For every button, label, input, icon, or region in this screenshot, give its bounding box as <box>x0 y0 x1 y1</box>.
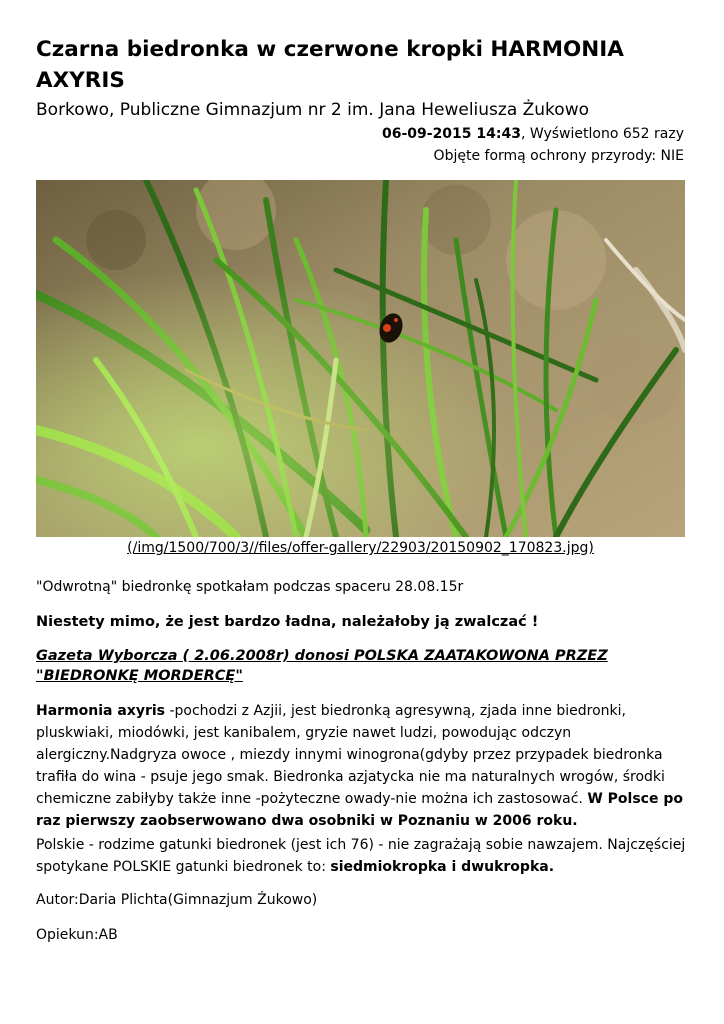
meta-line-date <box>382 123 684 145</box>
paragraph-4-text: -pochodzi z Azjii, jest biedronką agresywną, zjada inne biedronki, pluskwiaki, miodówki, jest kanibalem, gryzie nawet ludzi, powodując odczyn alergiczny.Nadgryza owoce , miezdy innymi winogrona(gdyby przez przypadek biedronka trafiła do wina - psuje jego smak. Biedronka azjatycka nie ma naturalnych wrogów, środki chemiczne zabiłyby także inne -pożyteczne owady-nie można ich zastosować. <box>36 703 665 807</box>
article-views: , Wyświetlono 652 razy <box>520 126 684 142</box>
paragraph-2: Niestety mimo, że jest bardzo ładna, należałoby ją zwalczać ! <box>36 614 539 630</box>
ladybug-photo <box>36 180 685 537</box>
article-meta <box>382 123 684 167</box>
paragraph-3 <box>36 646 686 686</box>
image-caption[interactable] <box>36 538 685 558</box>
paragraph-5-bold: siedmiokropka i dwukropka. <box>330 859 555 875</box>
article-location: Borkowo, Publiczne Gimnazjum nr 2 im. Jana Heweliusza Żukowo <box>36 100 590 120</box>
paragraph-3-line-1: Gazeta Wyborcza ( 2.06.2008r) donosi POLSKA ZAATAKOWONA PRZEZ <box>36 648 608 664</box>
paragraph-5-text: Polskie - rodzime gatunki biedronek (jest ich 76) - nie zagrażają sobie nawzajem. Najczęściej spotykane POLSKIE gatunki biedronek to: <box>36 837 686 875</box>
paragraph-5 <box>36 834 686 878</box>
paragraph-4-bold-start: Harmonia axyris <box>36 703 166 719</box>
article-datetime: 06-09-2015 14:43 <box>381 126 521 142</box>
paragraph-1: "Odwrotną" biedronkę spotkałam podczas spaceru 28.08.15r <box>36 579 464 595</box>
paragraph-4-bold-end: W Polsce po raz pierwszy zaobserwowano dwa osobniki w Poznaniu w 2006 roku. <box>36 791 683 829</box>
supervisor-line: Opiekun:AB <box>36 927 118 943</box>
article-protection: Objęte formą ochrony przyrody: NIE <box>433 148 684 164</box>
article-title: Czarna biedronka w czerwone kropki HARMONIA AXYRIS <box>36 37 624 93</box>
author-line: Autor:Daria Plichta(Gimnazjum Żukowo) <box>36 892 318 908</box>
paragraph-3-line-2: "BIEDRONKĘ MORDERCĘ" <box>36 668 243 684</box>
paragraph-4 <box>36 700 686 832</box>
image-link[interactable]: (/img/1500/700/3//files/offer-gallery/22903/20150902_170823.jpg) <box>127 540 594 556</box>
photo-illustration <box>36 180 685 537</box>
